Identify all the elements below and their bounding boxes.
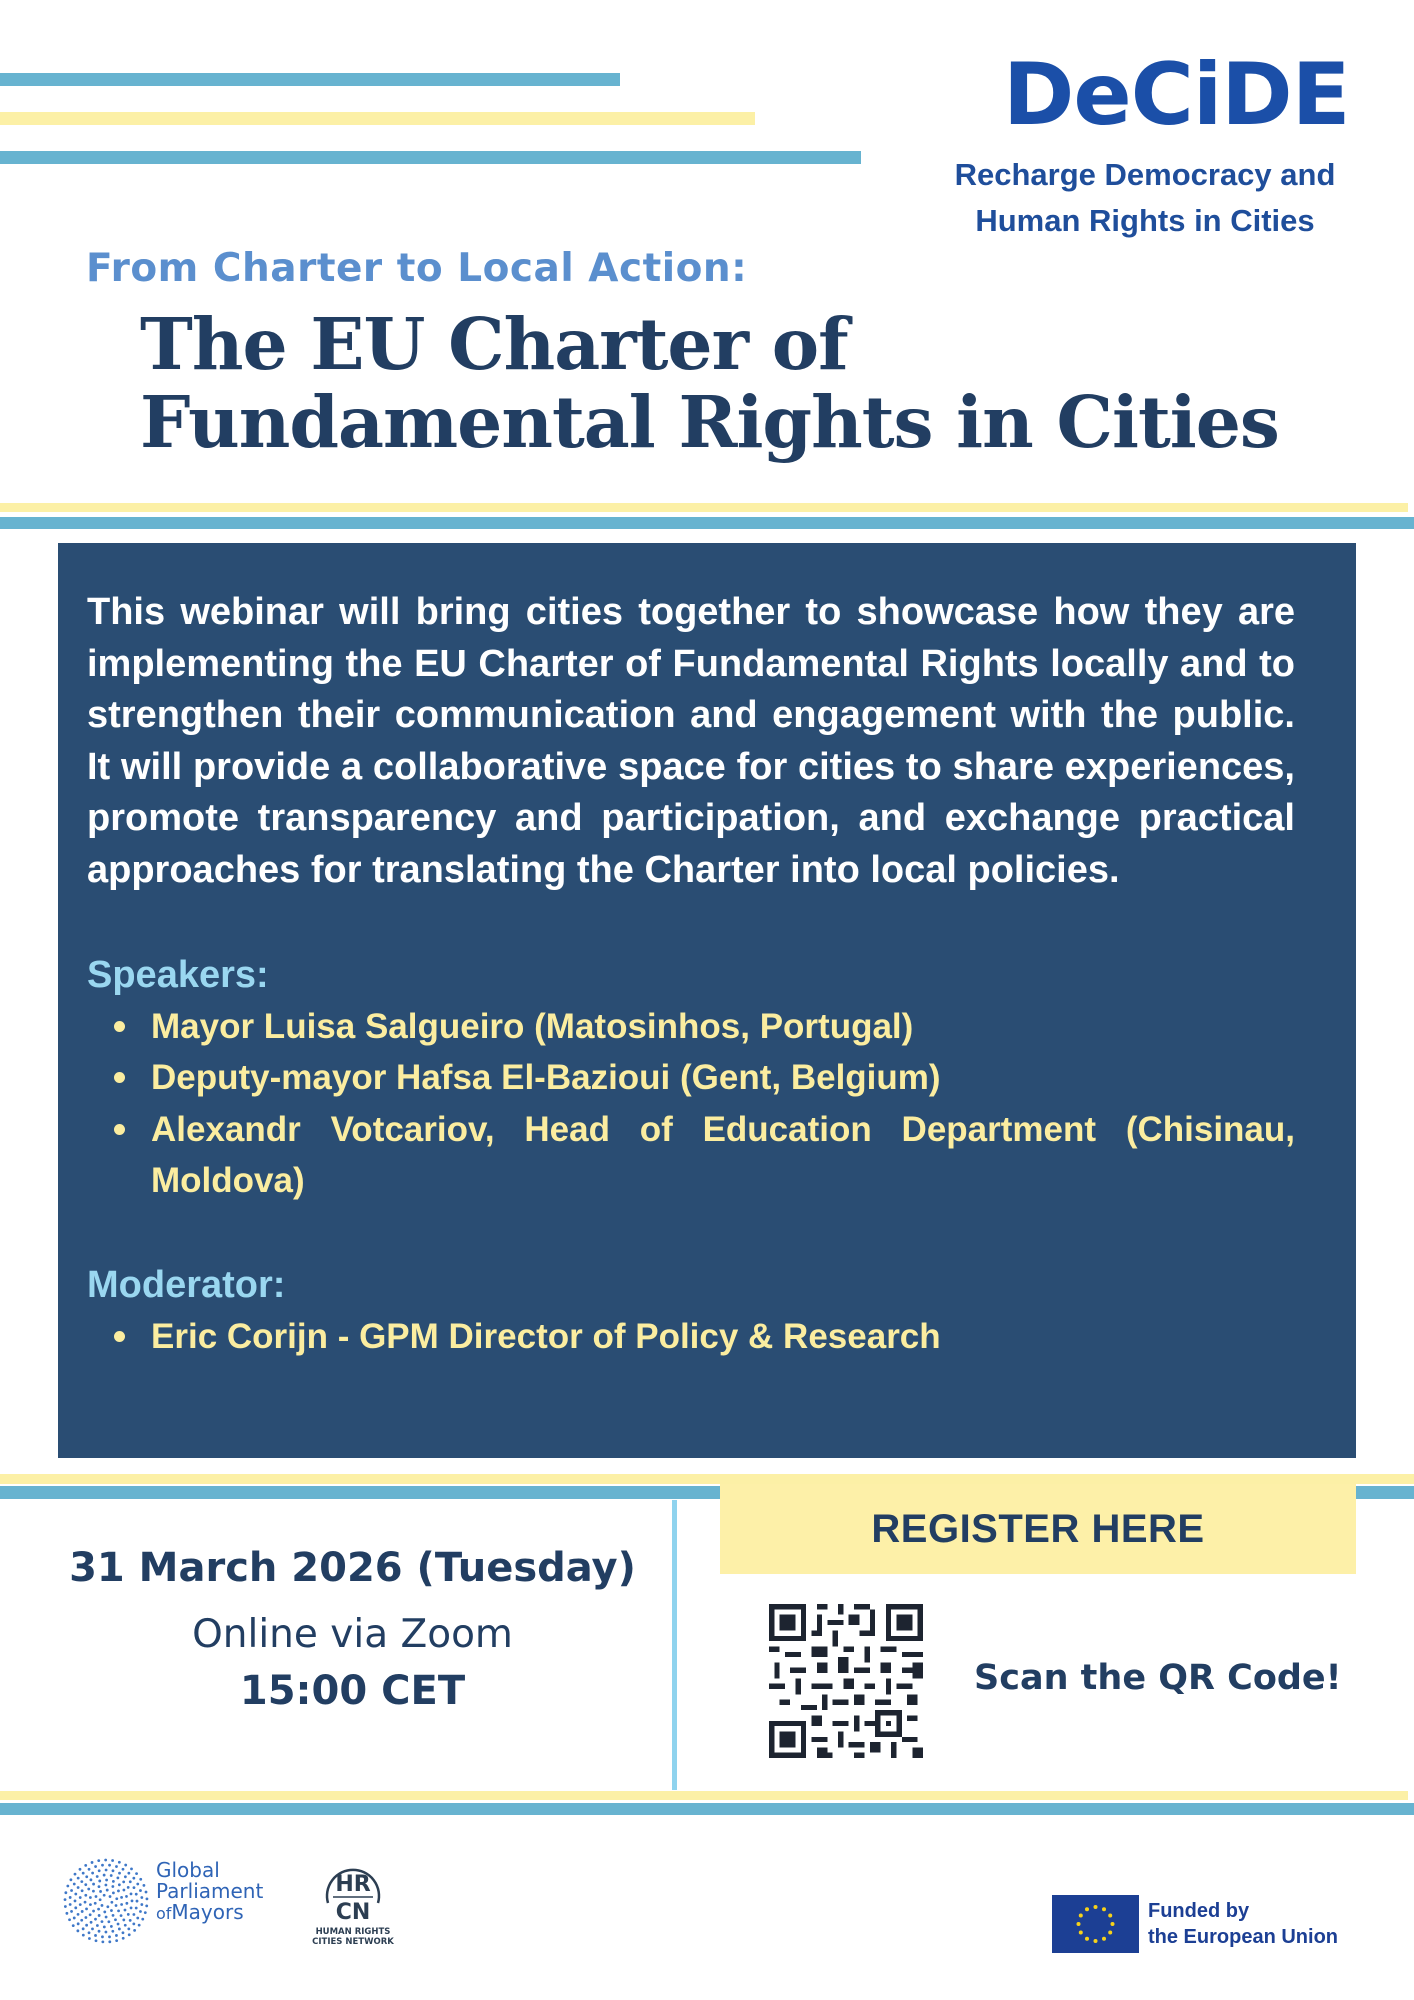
mid-stripe-yellow [0,503,1408,512]
gpm-line-3-prefix: of [156,1904,172,1923]
gpm-line-2: Parliament [156,1879,264,1903]
moderator-heading: Moderator: [87,1263,286,1306]
hrcn-name-2: CITIES NETWORK [312,1937,394,1947]
speaker-item [87,1104,1295,1207]
speaker-item [87,1001,1295,1053]
gpm-line-1: Global [156,1858,220,1882]
hrcn-name-1: HUMAN RIGHTS [315,1927,391,1937]
decide-logo: DeCiDE [1003,45,1350,145]
eu-funding-text [1148,1898,1338,1950]
moderator-list [87,1311,1295,1363]
event-date: 31 March 2026 (Tuesday) [69,1545,636,1591]
lower-stripe-yellow [0,1474,1414,1484]
description-panel [58,543,1356,1458]
qr-code-icon[interactable] [769,1604,923,1758]
bottom-stripe-blue [0,1803,1414,1815]
speaker-item [87,1052,1295,1104]
hrcn-hr: HR [335,1872,371,1897]
top-stripe-yellow [0,112,755,125]
bullet-icon [114,1124,125,1135]
moderator-item [87,1311,1295,1363]
moderator-name: Eric Corijn - GPM Director of Policy & Research [151,1316,941,1356]
tagline-line-2: Human Rights in Cities [975,203,1315,238]
title-line-2: Fundamental Rights in Cities [140,380,1279,464]
hrcn-cn: CN [335,1900,371,1925]
register-button[interactable]: REGISTER HERE [720,1484,1356,1574]
gpm-line-3-word: Mayors [171,1900,244,1924]
global-parliament-of-mayors-logo-icon [58,1853,154,1949]
top-stripe-blue-1 [0,73,620,86]
bottom-stripe-yellow [0,1791,1408,1800]
lower-stripe-blue-left [0,1486,720,1499]
page-kicker: From Charter to Local Action: [86,246,748,291]
speaker-name: Mayor Luisa Salgueiro (Matosinhos, Portugal) [151,1006,914,1046]
bullet-icon [114,1072,125,1083]
page-title [140,302,1279,464]
eu-flag-icon [1052,1895,1139,1953]
eu-line-1: Funded by [1148,1900,1250,1922]
gpm-logo-text [156,1860,263,1924]
speaker-name: Deputy-mayor Hafsa El-Bazioui (Gent, Belgium) [151,1058,941,1098]
webinar-description: This webinar will bring cities together to showcase how they are implementing the EU Charter of Fundamental Rights locally and to strengthen their communication and engagement with the public. It will provide a collaborative space for cities to share experiences, promote transparency and participation, and exchange practical approaches for translating the Charter into local policies. [87,591,1295,891]
lower-stripe-blue-right [1356,1486,1414,1499]
bullet-icon [114,1021,125,1032]
bullet-icon [114,1331,125,1342]
mid-stripe-blue [0,517,1414,529]
event-platform: Online via Zoom [192,1612,513,1657]
title-line-1: The EU Charter of [140,302,848,386]
human-rights-cities-network-logo-icon [288,1855,418,1950]
speakers-heading: Speakers: [87,953,269,996]
scan-qr-text: Scan the QR Code! [974,1658,1342,1698]
tagline-line-1: Recharge Democracy and [954,157,1336,192]
decide-tagline [945,152,1345,244]
speaker-name: Alexandr Votcariov, Head of Education Department (Chisinau, Moldova) [151,1109,1295,1201]
eu-line-2: the European Union [1148,1926,1338,1948]
gpm-line-3 [156,1902,263,1924]
event-time: 15:00 CET [239,1668,466,1714]
top-stripe-blue-2 [0,151,861,164]
speakers-list [87,1001,1295,1207]
